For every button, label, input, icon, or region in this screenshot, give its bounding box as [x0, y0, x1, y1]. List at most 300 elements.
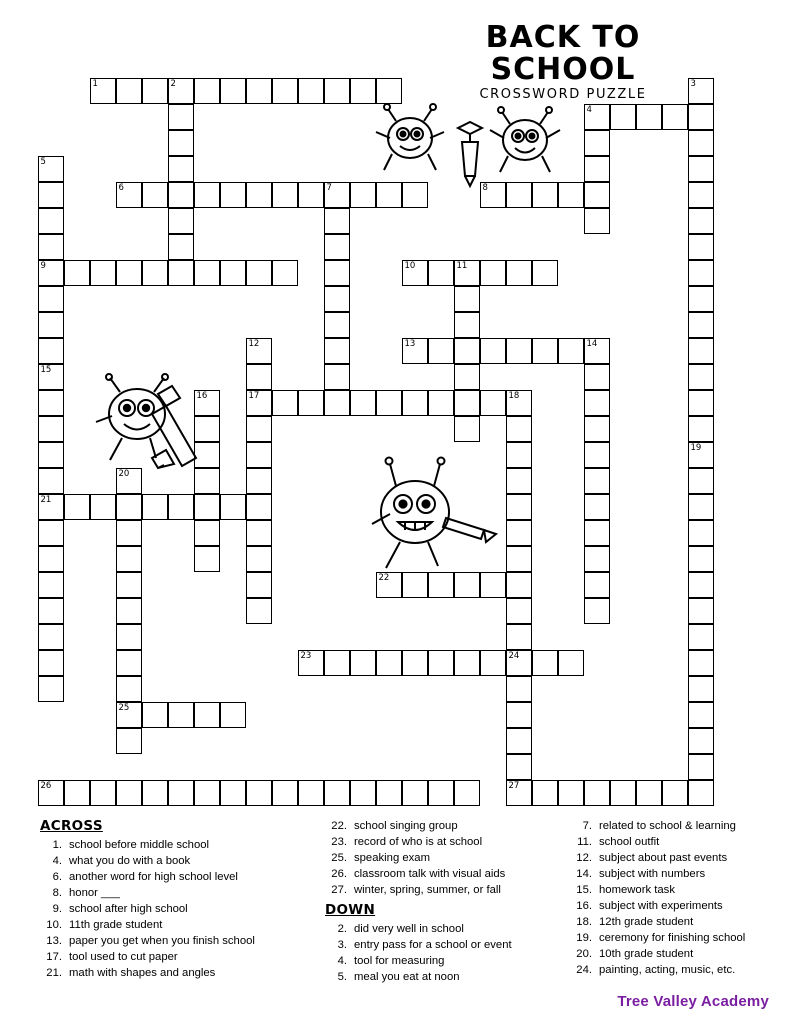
crossword-cell[interactable]: [272, 780, 298, 806]
crossword-cell[interactable]: [506, 728, 532, 754]
crossword-cell-number: 22: [378, 572, 390, 583]
crossword-cell[interactable]: [116, 546, 142, 572]
crossword-cell[interactable]: [116, 78, 142, 104]
clue-text: related to school & learning: [599, 820, 736, 832]
clue-number: 16.: [576, 900, 592, 912]
crossword-cell[interactable]: [142, 780, 168, 806]
crossword-cell[interactable]: [64, 780, 90, 806]
clue-item: [40, 917, 305, 933]
clue-item: [325, 866, 540, 882]
crossword-cell[interactable]: [688, 390, 714, 416]
crossword-cell[interactable]: [38, 364, 64, 390]
crossword-cell[interactable]: [116, 260, 142, 286]
down-heading: DOWN: [325, 902, 376, 918]
crossword-cell[interactable]: [480, 260, 506, 286]
crossword-cell[interactable]: [584, 156, 610, 182]
clue-text: classroom talk with visual aids: [354, 868, 506, 880]
crossword-cell[interactable]: [116, 520, 142, 546]
crossword-cell[interactable]: [324, 364, 350, 390]
crossword-cell[interactable]: [350, 650, 376, 676]
crossword-cell[interactable]: [220, 182, 246, 208]
crossword-cell[interactable]: [688, 312, 714, 338]
crossword-cell[interactable]: [584, 338, 610, 364]
crossword-cell[interactable]: [688, 104, 714, 130]
crossword-cell[interactable]: [688, 260, 714, 286]
crossword-cell[interactable]: [246, 364, 272, 390]
crossword-cell[interactable]: [246, 416, 272, 442]
crossword-cell[interactable]: [194, 260, 220, 286]
clue-item: [325, 850, 540, 866]
crossword-cell[interactable]: [38, 312, 64, 338]
crossword-cell[interactable]: [246, 780, 272, 806]
crossword-cell[interactable]: [324, 208, 350, 234]
crossword-cell[interactable]: [38, 416, 64, 442]
crossword-cell[interactable]: [610, 104, 636, 130]
crossword-cell[interactable]: [584, 546, 610, 572]
crossword-cell[interactable]: [220, 260, 246, 286]
brand-footer: Tree Valley Academy: [617, 993, 769, 1010]
crossword-cell[interactable]: [506, 598, 532, 624]
crossword-cell[interactable]: [428, 260, 454, 286]
crossword-cell[interactable]: [324, 650, 350, 676]
crossword-cell[interactable]: [246, 182, 272, 208]
crossword-cell[interactable]: [220, 780, 246, 806]
clue-item: [570, 818, 791, 834]
clue-number: 13.: [46, 935, 62, 947]
clue-text: did very well in school: [354, 923, 464, 935]
crossword-cell[interactable]: [506, 702, 532, 728]
clue-text: entry pass for a school or event: [354, 939, 512, 951]
crossword-cell[interactable]: [194, 702, 220, 728]
clue-number: 22.: [331, 820, 347, 832]
crossword-cell[interactable]: [350, 780, 376, 806]
clue-text: winter, spring, summer, or fall: [354, 884, 501, 896]
crossword-cell[interactable]: [584, 182, 610, 208]
crossword-cell[interactable]: [558, 780, 584, 806]
clue-section: [40, 818, 755, 983]
crossword-cell[interactable]: [38, 624, 64, 650]
crossword-cell[interactable]: [116, 182, 142, 208]
crossword-cell[interactable]: [246, 468, 272, 494]
crossword-cell[interactable]: [194, 182, 220, 208]
crossword-cell-number: 21: [40, 494, 52, 505]
crossword-cell[interactable]: [38, 676, 64, 702]
clue-number: 10.: [46, 919, 62, 931]
clue-text: school after high school: [69, 903, 188, 915]
crossword-cell-number: 7: [326, 182, 332, 193]
clue-number: 12.: [576, 852, 592, 864]
clue-item: [570, 930, 791, 946]
crossword-cell[interactable]: [506, 260, 532, 286]
crossword-cell[interactable]: [688, 130, 714, 156]
crossword-cell[interactable]: [480, 650, 506, 676]
crossword-cell[interactable]: [584, 390, 610, 416]
crossword-cell[interactable]: [688, 442, 714, 468]
title-main: BACK TO SCHOOL: [485, 20, 641, 87]
crossword-cell[interactable]: [168, 780, 194, 806]
crossword-cell-number: 23: [300, 650, 312, 661]
crossword-cell[interactable]: [584, 572, 610, 598]
crossword-cell[interactable]: [272, 182, 298, 208]
clue-number: 17.: [46, 951, 62, 963]
clue-number: 25.: [331, 852, 347, 864]
crossword-cell[interactable]: [38, 338, 64, 364]
crossword-cell[interactable]: [688, 416, 714, 442]
crossword-cell[interactable]: [532, 780, 558, 806]
crossword-cell[interactable]: [688, 364, 714, 390]
crossword-cell-number: 26: [40, 780, 52, 791]
crossword-cell[interactable]: [636, 780, 662, 806]
crossword-cell[interactable]: [38, 182, 64, 208]
crossword-cell[interactable]: [428, 780, 454, 806]
crossword-cell[interactable]: [324, 338, 350, 364]
crossword-cell[interactable]: [38, 208, 64, 234]
crossword-cell[interactable]: [584, 598, 610, 624]
clue-text: math with shapes and angles: [69, 967, 216, 979]
clue-number: 8.: [52, 887, 62, 899]
crossword-cell-number: 16: [196, 390, 208, 401]
crossword-cell[interactable]: [38, 546, 64, 572]
crossword-cell[interactable]: [272, 78, 298, 104]
crossword-cell[interactable]: [584, 780, 610, 806]
clue-item: [570, 962, 791, 978]
clue-text: record of who is at school: [354, 836, 483, 848]
crossword-cell[interactable]: [584, 520, 610, 546]
crossword-cell[interactable]: [142, 494, 168, 520]
crossword-cell[interactable]: [324, 260, 350, 286]
crossword-cell[interactable]: [402, 260, 428, 286]
clue-item: [570, 898, 791, 914]
crossword-cell[interactable]: [298, 780, 324, 806]
clue-number: 14.: [576, 868, 592, 880]
crossword-cell[interactable]: [688, 650, 714, 676]
clue-number: 18.: [576, 916, 592, 928]
clue-number: 3.: [337, 939, 347, 951]
crossword-cell[interactable]: [168, 234, 194, 260]
crossword-cell[interactable]: [38, 572, 64, 598]
crossword-cell[interactable]: [454, 260, 480, 286]
crossword-cell[interactable]: [38, 442, 64, 468]
crossword-cell[interactable]: [116, 572, 142, 598]
clue-item: [40, 901, 305, 917]
crossword-cell[interactable]: [688, 624, 714, 650]
crossword-cell[interactable]: [194, 78, 220, 104]
crossword-cell[interactable]: [38, 598, 64, 624]
crossword-cell[interactable]: [688, 520, 714, 546]
crossword-cell[interactable]: [116, 624, 142, 650]
crossword-cell[interactable]: [272, 390, 298, 416]
crossword-cell[interactable]: [246, 598, 272, 624]
clue-text: tool for measuring: [354, 955, 445, 967]
crossword-cell[interactable]: [38, 260, 64, 286]
crossword-cell[interactable]: [688, 676, 714, 702]
crossword-cell[interactable]: [402, 650, 428, 676]
crossword-cell[interactable]: [376, 390, 402, 416]
clue-item: [325, 882, 540, 898]
crossword-cell[interactable]: [324, 182, 350, 208]
clue-number: 19.: [576, 932, 592, 944]
crossword-cell[interactable]: [688, 754, 714, 780]
crossword-cell[interactable]: [506, 416, 532, 442]
crossword-cell-number: 19: [690, 442, 702, 453]
crossword-cell[interactable]: [324, 234, 350, 260]
crossword-cell[interactable]: [428, 390, 454, 416]
across-clue-list-part2: [325, 818, 540, 898]
crossword-cell[interactable]: [246, 520, 272, 546]
crossword-cell[interactable]: [584, 104, 610, 130]
crossword-cell[interactable]: [324, 390, 350, 416]
crossword-cell[interactable]: [688, 598, 714, 624]
clue-text: ceremony for finishing school: [599, 932, 746, 944]
crossword-cell-number: 3: [690, 78, 696, 89]
crossword-cell-number: 8: [482, 182, 488, 193]
crossword-cell[interactable]: [246, 572, 272, 598]
crossword-cell[interactable]: [90, 494, 116, 520]
crossword-cell[interactable]: [220, 702, 246, 728]
crossword-cell[interactable]: [194, 780, 220, 806]
crossword-cell[interactable]: [376, 780, 402, 806]
clue-text: speaking exam: [354, 852, 430, 864]
crossword-cell[interactable]: [688, 338, 714, 364]
crossword-cell[interactable]: [454, 390, 480, 416]
crossword-cell[interactable]: [168, 208, 194, 234]
crossword-cell[interactable]: [584, 494, 610, 520]
crossword-cell[interactable]: [272, 260, 298, 286]
crossword-cell[interactable]: [38, 390, 64, 416]
clue-item: [40, 933, 305, 949]
crossword-cell[interactable]: [584, 364, 610, 390]
crossword-cell-number: 20: [118, 468, 130, 479]
crossword-cell[interactable]: [246, 546, 272, 572]
crossword-cell[interactable]: [142, 260, 168, 286]
crossword-cell[interactable]: [454, 416, 480, 442]
crossword-cell[interactable]: [168, 78, 194, 104]
crossword-cell[interactable]: [194, 520, 220, 546]
crossword-cell[interactable]: [116, 494, 142, 520]
crossword-cell[interactable]: [480, 338, 506, 364]
crossword-cell[interactable]: [142, 182, 168, 208]
crossword-cell[interactable]: [168, 104, 194, 130]
crossword-cell[interactable]: [428, 338, 454, 364]
crossword-cell[interactable]: [350, 390, 376, 416]
crossword-cell[interactable]: [298, 182, 324, 208]
crossword-cell[interactable]: [38, 650, 64, 676]
crossword-cell[interactable]: [506, 650, 532, 676]
crossword-cell[interactable]: [688, 208, 714, 234]
crossword-cell[interactable]: [324, 780, 350, 806]
crossword-cell[interactable]: [116, 676, 142, 702]
clue-number: 1.: [52, 839, 62, 851]
crossword-cell-number: 12: [248, 338, 260, 349]
crossword-cell[interactable]: [168, 260, 194, 286]
crossword-cell[interactable]: [506, 780, 532, 806]
clue-item: [570, 882, 791, 898]
clue-text: subject about past events: [599, 852, 728, 864]
crossword-cell[interactable]: [506, 676, 532, 702]
crossword-cell[interactable]: [38, 520, 64, 546]
clue-number: 4.: [52, 855, 62, 867]
crossword-cell[interactable]: [64, 260, 90, 286]
crossword-cell[interactable]: [454, 364, 480, 390]
crossword-cell-number: 17: [248, 390, 260, 401]
crossword-cell[interactable]: [558, 650, 584, 676]
crossword-cell[interactable]: [324, 286, 350, 312]
crossword-cell[interactable]: [506, 754, 532, 780]
crossword-cell[interactable]: [584, 468, 610, 494]
crossword-cell[interactable]: [38, 234, 64, 260]
crossword-cell[interactable]: [246, 338, 272, 364]
crossword-cell[interactable]: [194, 546, 220, 572]
clue-text: 10th grade student: [599, 948, 694, 960]
crossword-cell[interactable]: [480, 390, 506, 416]
clue-item: [40, 837, 305, 853]
clue-item: [40, 853, 305, 869]
clue-number: 21.: [46, 967, 62, 979]
crossword-cell[interactable]: [454, 338, 480, 364]
crossword-cell[interactable]: [38, 286, 64, 312]
crossword-cell[interactable]: [688, 728, 714, 754]
crossword-cell[interactable]: [584, 442, 610, 468]
crossword-cell[interactable]: [532, 338, 558, 364]
crossword-cell[interactable]: [64, 494, 90, 520]
crossword-cell[interactable]: [688, 468, 714, 494]
crossword-cell[interactable]: [506, 390, 532, 416]
crossword-cell-number: 25: [118, 702, 130, 713]
crossword-cell[interactable]: [142, 702, 168, 728]
crossword-cell-number: 10: [404, 260, 416, 271]
crossword-cell[interactable]: [246, 390, 272, 416]
crossword-cell[interactable]: [688, 494, 714, 520]
crossword-cell[interactable]: [662, 104, 688, 130]
crossword-cell[interactable]: [116, 702, 142, 728]
crossword-cell[interactable]: [220, 494, 246, 520]
mascot-pencil-left: [92, 372, 212, 497]
clue-number: 2.: [337, 923, 347, 935]
crossword-cell[interactable]: [168, 182, 194, 208]
crossword-cell[interactable]: [506, 338, 532, 364]
clue-number: 15.: [576, 884, 592, 896]
crossword-cell[interactable]: [688, 702, 714, 728]
crossword-cell[interactable]: [402, 390, 428, 416]
crossword-cell[interactable]: [610, 780, 636, 806]
crossword-cell-number: 5: [40, 156, 46, 167]
crossword-cell[interactable]: [584, 208, 610, 234]
crossword-cell[interactable]: [428, 650, 454, 676]
crossword-cell[interactable]: [324, 312, 350, 338]
crossword-cell[interactable]: [168, 130, 194, 156]
crossword-cell[interactable]: [454, 286, 480, 312]
crossword-cell-number: 4: [586, 104, 592, 115]
crossword-cell[interactable]: [532, 650, 558, 676]
clue-text: 11th grade student: [69, 919, 163, 931]
crossword-cell[interactable]: [116, 728, 142, 754]
crossword-cell[interactable]: [116, 598, 142, 624]
clue-text: painting, acting, music, etc.: [599, 964, 736, 976]
crossword-cell[interactable]: [38, 494, 64, 520]
clue-text: school before middle school: [69, 839, 210, 851]
crossword-cell[interactable]: [116, 780, 142, 806]
crossword-cell[interactable]: [246, 494, 272, 520]
crossword-cell[interactable]: [454, 780, 480, 806]
crossword-cell[interactable]: [90, 260, 116, 286]
mascot-pencil-center: [360, 452, 510, 592]
crossword-cell[interactable]: [168, 702, 194, 728]
crossword-cell[interactable]: [688, 572, 714, 598]
crossword-cell[interactable]: [246, 442, 272, 468]
crossword-cell-number: 11: [456, 260, 468, 271]
crossword-cell[interactable]: [584, 416, 610, 442]
crossword-cell[interactable]: [324, 78, 350, 104]
crossword-cell[interactable]: [38, 468, 64, 494]
crossword-cell[interactable]: [688, 156, 714, 182]
crossword-cell[interactable]: [298, 650, 324, 676]
clue-number: 27.: [331, 884, 347, 896]
crossword-cell[interactable]: [402, 338, 428, 364]
crossword-cell[interactable]: [90, 780, 116, 806]
crossword-cell[interactable]: [688, 546, 714, 572]
clue-number: 4.: [337, 955, 347, 967]
clue-text: school outfit: [599, 836, 660, 848]
clue-item: [40, 949, 305, 965]
clue-number: 9.: [52, 903, 62, 915]
crossword-cell[interactable]: [38, 780, 64, 806]
crossword-cell[interactable]: [688, 234, 714, 260]
crossword-cell[interactable]: [506, 624, 532, 650]
crossword-cell[interactable]: [688, 182, 714, 208]
crossword-cell[interactable]: [636, 104, 662, 130]
clue-text: paper you get when you finish school: [69, 935, 255, 947]
crossword-cell[interactable]: [688, 286, 714, 312]
clue-text: tool used to cut paper: [69, 951, 178, 963]
crossword-cell[interactable]: [220, 78, 246, 104]
crossword-cell-number: 2: [170, 78, 176, 89]
clue-item: [40, 965, 305, 981]
crossword-cell[interactable]: [558, 338, 584, 364]
crossword-cell[interactable]: [454, 312, 480, 338]
crossword-cell[interactable]: [688, 78, 714, 104]
crossword-cell[interactable]: [116, 650, 142, 676]
crossword-cell[interactable]: [662, 780, 688, 806]
crossword-cell[interactable]: [194, 494, 220, 520]
across-clue-list-part1: [40, 837, 305, 981]
clue-text: homework task: [599, 884, 675, 896]
crossword-cell[interactable]: [246, 260, 272, 286]
crossword-cell[interactable]: [298, 390, 324, 416]
crossword-cell-number: 27: [508, 780, 520, 791]
clue-number: 23.: [331, 836, 347, 848]
crossword-cell[interactable]: [168, 156, 194, 182]
clue-column-1: [40, 818, 305, 981]
crossword-cell[interactable]: [532, 260, 558, 286]
crossword-cell[interactable]: [142, 78, 168, 104]
crossword-cell[interactable]: [688, 780, 714, 806]
crossword-cell-number: 14: [586, 338, 598, 349]
clue-item: [570, 866, 791, 882]
crossword-cell[interactable]: [376, 650, 402, 676]
crossword-cell[interactable]: [454, 650, 480, 676]
crossword-cell[interactable]: [584, 130, 610, 156]
clue-text: subject with experiments: [599, 900, 723, 912]
down-clue-list-part2: [570, 818, 791, 978]
crossword-cell[interactable]: [298, 78, 324, 104]
crossword-cell[interactable]: [402, 780, 428, 806]
crossword-cell[interactable]: [246, 78, 272, 104]
crossword-cell[interactable]: [90, 78, 116, 104]
crossword-cell-number: 24: [508, 650, 520, 661]
crossword-cell[interactable]: [168, 494, 194, 520]
crossword-cell[interactable]: [38, 156, 64, 182]
crossword-cell-number: 1: [92, 78, 98, 89]
